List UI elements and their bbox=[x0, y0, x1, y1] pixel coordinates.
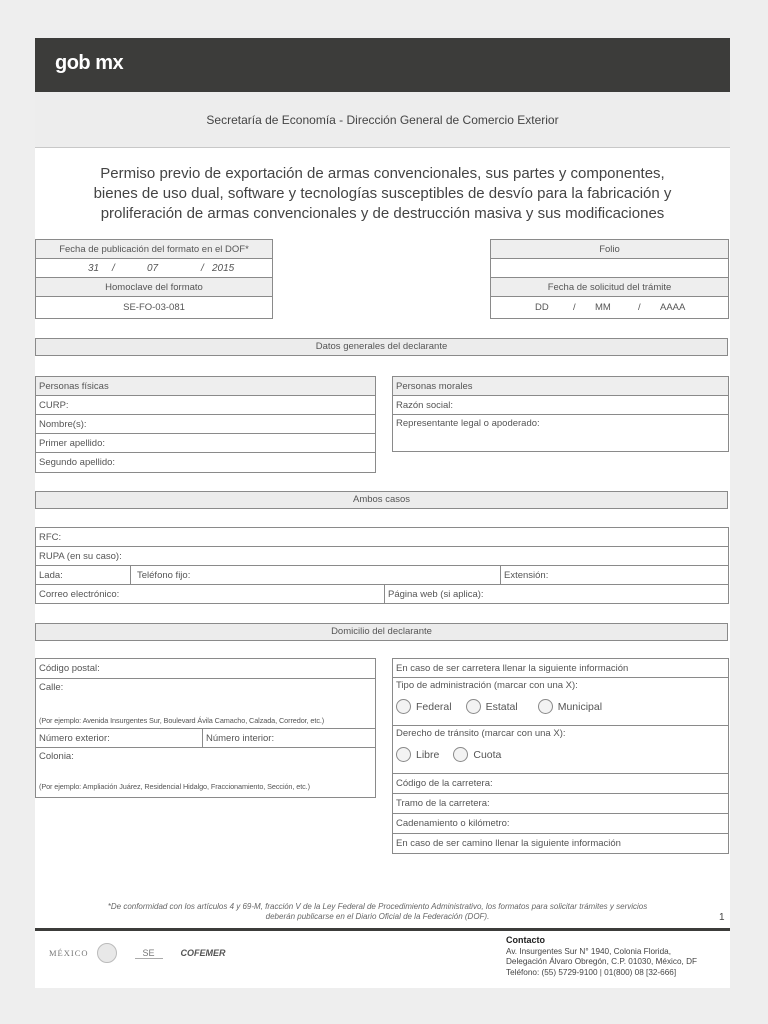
radio-estatal[interactable]: Estatal bbox=[466, 699, 518, 714]
radio-libre[interactable]: Libre bbox=[396, 747, 439, 762]
correo-field[interactable]: Correo electrónico: bbox=[39, 588, 120, 600]
request-date-input[interactable]: DD / MM / AAAA bbox=[535, 302, 686, 313]
agency-subtitle: Secretaría de Economía - Dirección General de Comercio Exterior bbox=[35, 92, 730, 148]
folio-box bbox=[490, 239, 729, 319]
radio-circle-icon bbox=[538, 699, 553, 714]
carretera-header: En caso de ser carretera llenar la siguiente información bbox=[393, 659, 728, 678]
section-ambos-casos: Ambos casos bbox=[35, 491, 728, 509]
colonia-field[interactable]: Colonia: (Por ejemplo: Ampliación Juárez, Residencial Hidalgo, Fraccionamiento, Sección, etc.) bbox=[39, 751, 310, 791]
primer-apellido-field[interactable]: Primer apellido: bbox=[36, 434, 375, 453]
pub-date-label: Fecha de publicación del formato en el DOF* bbox=[36, 240, 272, 259]
pub-date-value: 31 / 07 / 2015 bbox=[36, 259, 272, 278]
tipo-administracion-group: Tipo de administración (marcar con una X): Federal Estatal Municipal bbox=[393, 678, 728, 726]
form-title: Permiso previo de exportación de armas convencionales, sus partes y componentes, bienes de uso dual, software y tecnologías susceptibles de desvío para la fabricación y proliferación de armas convencionales y de destrucción masiva y sus modificaciones bbox=[93, 165, 672, 222]
radio-cuota[interactable]: Cuota bbox=[453, 747, 501, 762]
pagina-web-field[interactable]: Página web (si aplica): bbox=[388, 588, 484, 600]
extension-field[interactable]: Extensión: bbox=[504, 569, 549, 581]
personas-morales-box bbox=[392, 376, 729, 452]
section-domicilio: Domicilio del declarante bbox=[35, 623, 728, 641]
rupa-field[interactable]: RUPA (en su caso): bbox=[36, 547, 728, 566]
numero-exterior-field[interactable]: Número exterior: bbox=[39, 732, 110, 744]
ambos-casos-box bbox=[35, 527, 729, 604]
se-logo: SE bbox=[135, 948, 163, 959]
calle-field[interactable]: Calle: (Por ejemplo: Avenida Insurgentes Sur, Boulevard Ávila Camacho, Calzada, Corredor, etc.) bbox=[36, 679, 375, 729]
domicilio-box bbox=[35, 658, 376, 798]
email-row bbox=[36, 585, 728, 603]
curp-field[interactable]: CURP: bbox=[36, 396, 375, 415]
contact-block: Contacto Av. Insurgentes Sur N° 1940, Colonia Florida, Delegación Álvaro Obregón, C.P. 01030, México, DF Teléfono: (55) 5729-9100 | 01(800) 08 [32-666] bbox=[506, 935, 697, 977]
numero-row bbox=[36, 729, 375, 748]
radio-circle-icon bbox=[396, 699, 411, 714]
folio-input[interactable] bbox=[491, 259, 728, 278]
radio-circle-icon bbox=[453, 747, 468, 762]
legal-footnote: *De conformidad con los artículos 4 y 69-M, fracción V de la Ley Federal de Procedimiento Administrativo, los formatos para solicitar trámites y servicios deberán publicarse en el Diario Oficial de la Federación (DOF). bbox=[107, 902, 648, 921]
codigo-carretera-field[interactable]: Código de la carretera: bbox=[393, 774, 728, 794]
numero-interior-field[interactable]: Número interior: bbox=[206, 732, 275, 744]
footer-logos bbox=[49, 943, 226, 963]
radio-federal[interactable]: Federal bbox=[396, 699, 452, 714]
nombre-field[interactable]: Nombre(s): bbox=[36, 415, 375, 434]
footer-divider bbox=[35, 928, 730, 931]
derecho-transito-group: Derecho de tránsito (marcar con una X): Libre Cuota bbox=[393, 726, 728, 774]
request-date-label: Fecha de solicitud del trámite bbox=[491, 278, 728, 297]
radio-circle-icon bbox=[466, 699, 481, 714]
representante-field[interactable]: Representante legal o apoderado: bbox=[396, 418, 540, 429]
tipo-options bbox=[396, 699, 616, 714]
radio-municipal[interactable]: Municipal bbox=[538, 699, 602, 714]
radio-circle-icon bbox=[396, 747, 411, 762]
homoclave-value: SE-FO-03-081 bbox=[123, 302, 185, 313]
page-number: 1 bbox=[719, 912, 725, 923]
derecho-options bbox=[396, 747, 515, 762]
folio-label: Folio bbox=[491, 240, 728, 259]
divider bbox=[130, 566, 131, 584]
phone-row bbox=[36, 566, 728, 585]
telefono-field[interactable]: Teléfono fijo: bbox=[137, 569, 191, 581]
tramo-carretera-field[interactable]: Tramo de la carretera: bbox=[393, 794, 728, 814]
homoclave-label: Homoclave del formato bbox=[36, 278, 272, 297]
carretera-box bbox=[392, 658, 729, 854]
cofemer-logo: COFEMER bbox=[180, 948, 226, 958]
section-datos-generales: Datos generales del declarante bbox=[35, 338, 728, 356]
rfc-field[interactable]: RFC: bbox=[36, 528, 728, 547]
personas-fisicas-box bbox=[35, 376, 376, 473]
publication-box bbox=[35, 239, 273, 319]
mexico-logo: MÉXICO bbox=[49, 943, 117, 963]
razon-social-field[interactable]: Razón social: bbox=[393, 396, 728, 415]
gobmx-logo[interactable]: gob mx bbox=[55, 52, 124, 74]
camino-header: En caso de ser camino llenar la siguiente información bbox=[396, 838, 621, 849]
personas-fisicas-header: Personas físicas bbox=[36, 377, 375, 396]
segundo-apellido-field[interactable]: Segundo apellido: bbox=[39, 457, 116, 468]
top-header bbox=[35, 38, 730, 92]
lada-field[interactable]: Lada: bbox=[39, 569, 63, 581]
coat-of-arms-icon bbox=[97, 943, 117, 963]
codigo-postal-field[interactable]: Código postal: bbox=[36, 659, 375, 679]
cadenamiento-field[interactable]: Cadenamiento o kilómetro: bbox=[393, 814, 728, 834]
personas-morales-header: Personas morales bbox=[393, 377, 728, 396]
form-page bbox=[35, 38, 730, 988]
